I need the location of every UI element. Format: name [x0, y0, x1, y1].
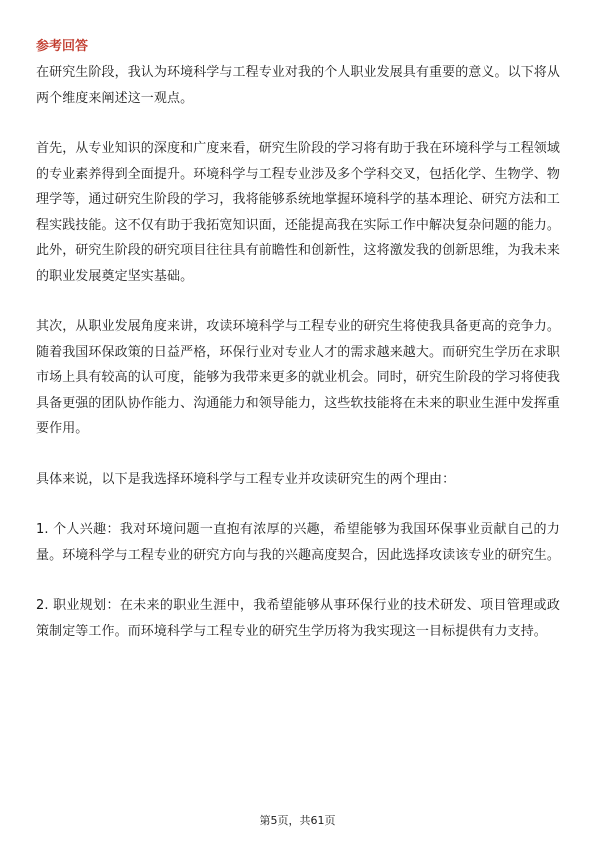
answer-body	[36, 60, 560, 669]
paragraph-reason-1: 1. 个人兴趣：我对环境问题一直抱有浓厚的兴趣，希望能够为我国环保事业贡献自己的力量。环境科学与工程专业的研究方向与我的兴趣高度契合，因此选择攻读该专业的研究生。	[36, 522, 561, 563]
section-heading: 参考回答	[36, 39, 89, 54]
paragraph-first: 首先，从专业知识的深度和广度来看，研究生阶段的学习将有助于我在环境科学与工程领域的专业素养得到全面提升。环境科学与工程专业涉及多个学科交叉，包括化学、生物学、物理学等，通过研究生阶段的学习，我将能够系统地掌握环境科学的基本理论、研究方法和工程实践技能。这不仅有助于我拓宽知识面，还能提高我在实际工作中解决复杂问题的能力。此外，研究生阶段的研究项目往往具有前瞻性和创新性，这将激发我的创新思维，为我未来的职业发展奠定坚实基础。	[36, 141, 561, 284]
paragraph-reasons-intro: 具体来说，以下是我选择环境科学与工程专业并攻读研究生的两个理由：	[36, 471, 456, 487]
paragraph-second: 其次，从职业发展角度来讲，攻读环境科学与工程专业的研究生将使我具备更高的竞争力。随着我国环保政策的日益严格，环保行业对专业人才的需求越来越大。而研究生学历在求职市场上具有较高的认可度，能够为我带来更多的就业机会。同时，研究生阶段的学习将使我具备更强的团队协作能力、沟通能力和领导能力，这些软技能将在未来的职业生涯中发挥重要作用。	[36, 319, 561, 436]
page-number: 第5页，共61页	[259, 814, 336, 827]
paragraph-reason-2: 2. 职业规划：在未来的职业生涯中，我希望能够从事环保行业的技术研发、项目管理或政策制定等工作。而环境科学与工程专业的研究生学历将为我实现这一目标提供有力支持。	[36, 598, 560, 639]
paragraph-intro: 在研究生阶段，我认为环境科学与工程专业对我的个人职业发展具有重要的意义。以下将从两个维度来阐述这一观点。	[36, 65, 561, 106]
